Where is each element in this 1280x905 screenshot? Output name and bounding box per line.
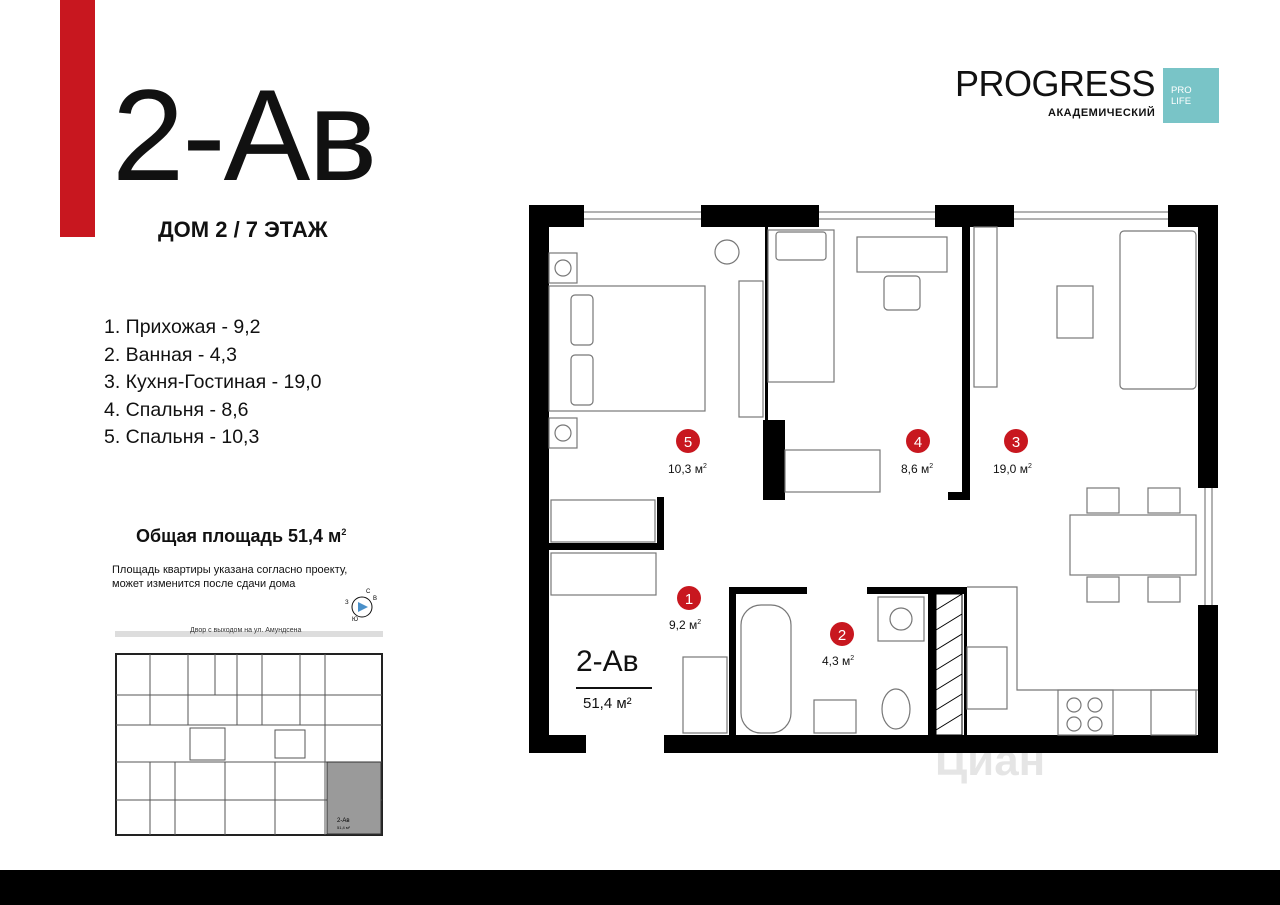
single-bed	[768, 230, 834, 382]
furniture	[549, 227, 1198, 735]
key-plan	[115, 631, 383, 835]
plan-label-underline	[576, 687, 652, 689]
shaft-hatch	[936, 594, 962, 735]
room-markers	[676, 429, 1028, 646]
room-area-5: 10,3 $м^2$	[668, 462, 707, 476]
room-number: 3	[1011, 434, 1021, 451]
apartment-title: 2-Ав	[112, 62, 376, 208]
compass-letter: З	[345, 600, 349, 606]
room-number: 4	[913, 434, 923, 451]
closet	[551, 553, 656, 595]
washing-machine	[878, 597, 924, 641]
bed	[549, 286, 705, 411]
house-floor-subtitle: ДОМ 2 / 7 ЭТАЖ	[158, 217, 328, 242]
room-area-4: 8,6 $м^2$	[901, 462, 934, 476]
stove	[1058, 690, 1113, 735]
kitchen-sink	[967, 647, 1007, 709]
room-number: 1	[684, 591, 694, 608]
area-note: Площадь квартиры указана согласно проекту, может изменится после сдачи дома	[112, 564, 348, 590]
total-area: Общая площадь 51,4 $м^2$	[136, 526, 347, 546]
room-area-1: 9,2 $м^2$	[669, 618, 702, 632]
key-plan-title: Двор с выходом на ул. Амундсена	[190, 627, 302, 634]
sink	[814, 700, 856, 733]
logo-wordmark: PROGRESS	[955, 63, 1156, 104]
plant	[715, 240, 739, 264]
closet	[551, 500, 655, 542]
room-area-2: 4,3 $м^2$	[822, 654, 855, 668]
room-number: 5	[683, 434, 693, 451]
closet	[683, 657, 727, 733]
room-list-item: 4. Спальня - 8,6	[104, 398, 249, 421]
logo-subtitle: АКАДЕМИЧЕСКИЙ	[1048, 107, 1156, 119]
compass-letter: С	[366, 589, 371, 595]
room-number: 2	[837, 627, 847, 644]
room-list-item: 3. Кухня-Гостиная - 19,0	[104, 371, 322, 393]
compass-letter: В	[373, 596, 378, 602]
bottom-bar	[0, 870, 1280, 905]
plan-apartment-area: 51,4 м²	[583, 695, 632, 712]
dining-table	[1070, 515, 1196, 575]
logo-badge: PRO LIFE	[1163, 68, 1219, 123]
toilet	[882, 689, 910, 729]
room-list-item: 1. Прихожая - 9,2	[104, 316, 261, 338]
bathtub	[741, 605, 791, 733]
key-plan-unit-area: 51,4 м²	[337, 825, 350, 830]
room-area-3: 19,0 $м^2$	[993, 462, 1032, 476]
key-plan-unit-label: 2-Ав	[337, 818, 350, 824]
room-list-item: 5. Спальня - 10,3	[104, 426, 260, 448]
compass-letter: Ю	[352, 617, 359, 623]
sofa	[1120, 231, 1196, 389]
plan-apartment-label: 2-Ав	[576, 645, 639, 678]
windows	[584, 212, 1212, 605]
room-list-item: 2. Ванная - 4,3	[104, 343, 237, 366]
wardrobe	[739, 281, 763, 417]
closet	[785, 450, 880, 492]
watermark: Циан	[935, 736, 1046, 785]
desk	[857, 237, 947, 272]
